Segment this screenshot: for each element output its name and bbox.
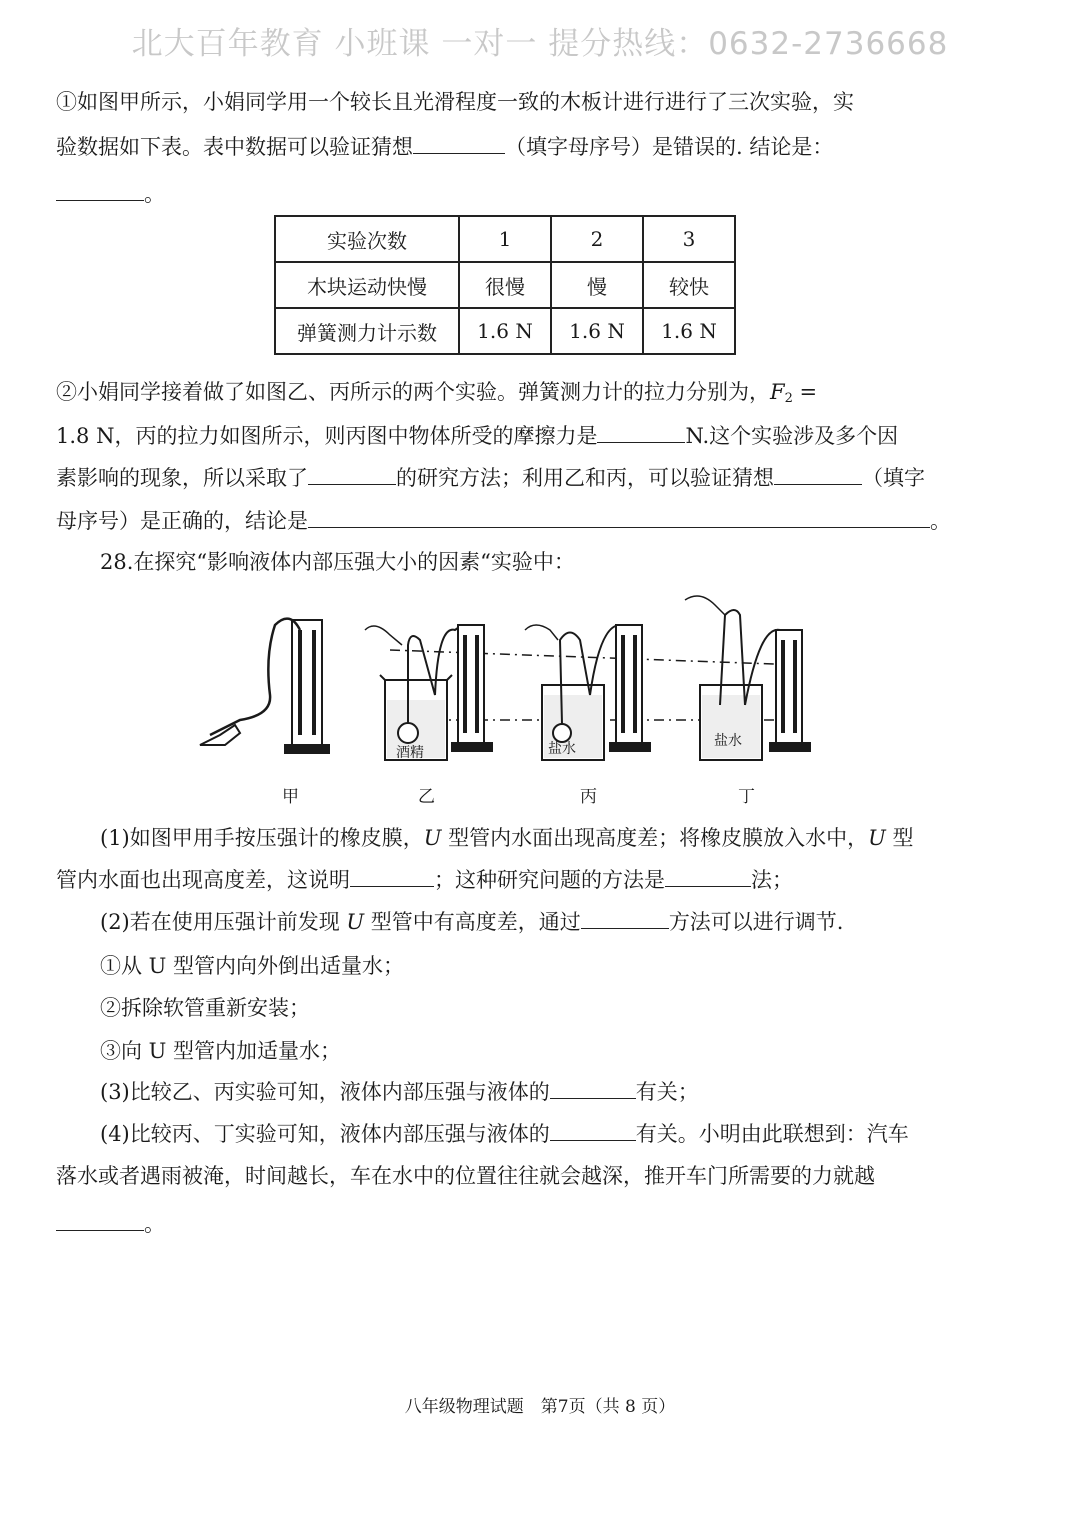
q27-p2-line4a: 母序号）是正确的，结论是 [56, 509, 308, 533]
q27-p2-line3 [56, 462, 925, 492]
experiment-table [274, 215, 736, 355]
table-cell: 1.6 N [459, 308, 551, 354]
q27-p1-line2 [56, 131, 833, 161]
q28-l2a: 管内水面也出现高度差，这说明 [56, 868, 350, 892]
q28-option-3: ③向 U 型管内加适量水； [100, 1039, 342, 1063]
answer-blank-6[interactable] [308, 507, 930, 528]
q28-l4a: (3)比较乙、丙实验可知，液体内部压强与液体的 [100, 1080, 550, 1104]
table-cell: 木块运动快慢 [275, 262, 459, 308]
q27-p2-line1 [56, 376, 817, 406]
period: 。 [144, 1212, 165, 1236]
figure-label-ding: 丁 [738, 787, 755, 807]
q28-l2 [56, 864, 793, 894]
q28-l2b: ；这种研究问题的方法是 [434, 868, 665, 892]
q28-l7 [56, 1208, 165, 1238]
table-cell: 慢 [551, 262, 643, 308]
table-row [275, 308, 735, 354]
q27-p2-line3a: 素影响的现象，所以采取了 [56, 466, 308, 490]
liquid-label-saltwater-1: 盐水 [548, 741, 576, 757]
q28-l2c: 法； [751, 868, 793, 892]
liquid-label-saltwater-2: 盐水 [714, 733, 742, 749]
u-symbol: U [423, 826, 442, 850]
force-symbol: F [770, 380, 785, 404]
q27-p2-line1a: ②小娟同学接着做了如图乙、丙所示的两个实验。弹簧测力计的拉力分别为， [56, 380, 770, 404]
q28-l5 [100, 1118, 909, 1148]
q27-p2-line3c: （填字 [862, 466, 925, 490]
table-cell: 1 [459, 216, 551, 262]
answer-blank-11[interactable] [550, 1120, 636, 1141]
q28-l3c: 方法可以进行调节. [668, 910, 844, 934]
answer-blank-2[interactable] [56, 180, 144, 201]
table-cell: 3 [643, 216, 735, 262]
answer-blank-7[interactable] [350, 866, 434, 887]
gauge-jia [200, 619, 329, 753]
q28-l4 [100, 1076, 699, 1106]
answer-blank-1[interactable] [413, 133, 505, 154]
gauge-ding [685, 596, 810, 760]
q28-l3b: 型管中有高度差，通过 [364, 910, 581, 934]
q27-p2-line3b: 的研究方法；利用乙和丙，可以验证猜想 [396, 466, 774, 490]
gauge-yi [365, 625, 492, 760]
table-cell: 1.6 N [551, 308, 643, 354]
answer-blank-10[interactable] [550, 1078, 636, 1099]
q28-l4b: 有关； [635, 1080, 699, 1104]
table-cell: 较快 [643, 262, 735, 308]
q28-option-2: ②拆除软管重新安装； [100, 996, 310, 1020]
table-cell: 弹簧测力计示数 [275, 308, 459, 354]
equals-sign: = [792, 380, 818, 404]
table-cell: 实验次数 [275, 216, 459, 262]
page-footer: 八年级物理试题 第7页（共 8 页） [404, 1397, 676, 1417]
q27-p2-line2 [56, 420, 898, 450]
q28-l1 [100, 822, 914, 852]
q28-l1c: 型 [885, 826, 914, 850]
answer-blank-3[interactable] [597, 422, 685, 443]
q27-p2-line2a: 1.8 N，丙的拉力如图所示，则丙图中物体所受的摩擦力是 [56, 424, 598, 448]
q28-title: 28.在探究“影响液体内部压强大小的因素“实验中： [100, 550, 575, 574]
u-symbol: U [346, 910, 365, 934]
watermark: 北大百年教育 小班课 一对一 提分热线：0632-2736668 [131, 26, 949, 62]
q27-p2-line2b: N.这个实验涉及多个因 [685, 424, 899, 448]
q27-p1-line1: ①如图甲所示，小娟同学用一个较长且光滑程度一致的木板计进行进行了三次实验，实 [56, 90, 854, 114]
figure-label-yi: 乙 [418, 787, 435, 807]
q28-l1b: 型管内水面出现高度差；将橡皮膜放入水中， [441, 826, 869, 850]
u-symbol: U [868, 826, 886, 850]
answer-blank-4[interactable] [308, 464, 396, 485]
table-cell: 2 [551, 216, 643, 262]
answer-blank-9[interactable] [581, 908, 669, 929]
q28-l1a: (1)如图甲用手按压强计的橡皮膜， [100, 826, 424, 850]
q28-l6: 落水或者遇雨被淹，时间越长，车在水中的位置往往就会越深，推开车门所需要的力就越 [56, 1164, 875, 1188]
liquid-label-alcohol: 酒精 [396, 745, 424, 761]
q28-l5b: 有关。小明由此联想到：汽车 [635, 1122, 909, 1146]
answer-blank-8[interactable] [665, 866, 751, 887]
answer-blank-5[interactable] [774, 464, 862, 485]
figure-label-jia: 甲 [282, 787, 299, 807]
answer-blank-12[interactable] [56, 1210, 144, 1231]
period: 。 [144, 182, 165, 206]
pressure-gauge-figure [180, 585, 820, 805]
force-subscript: 2 [784, 391, 793, 406]
period: 。 [930, 509, 951, 533]
q27-p2-line4 [56, 505, 951, 535]
figure-label-bing: 丙 [580, 787, 597, 807]
table-row [275, 216, 735, 262]
q27-p1-line2b: （填字母序号）是错误的. 结论是： [505, 135, 834, 159]
q28-l3 [100, 906, 844, 936]
q27-p1-line3 [56, 178, 165, 208]
table-row [275, 262, 735, 308]
table-cell: 1.6 N [643, 308, 735, 354]
q28-option-1: ①从 U 型管内向外倒出适量水； [100, 954, 405, 978]
q27-p1-line2a: 验数据如下表。表中数据可以验证猜想 [56, 135, 413, 159]
q28-l5a: (4)比较丙、丁实验可知，液体内部压强与液体的 [100, 1122, 550, 1146]
gauge-bing [525, 625, 650, 760]
table-cell: 很慢 [459, 262, 551, 308]
q28-l3a: (2)若在使用压强计前发现 [100, 910, 347, 934]
